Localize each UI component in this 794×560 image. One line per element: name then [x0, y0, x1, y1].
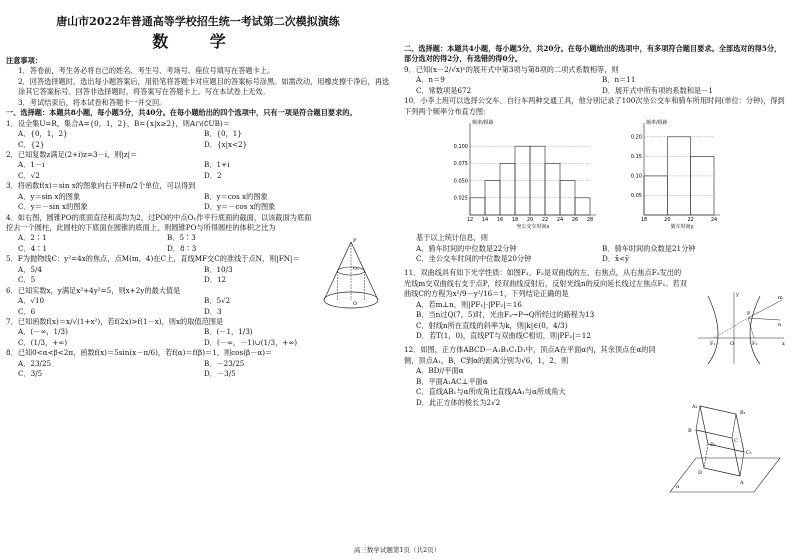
- question-stem: 10．小李上班可以选择公交车、自行车两种交通工具，他分别记录了100次坐公交车和骑车所用时间(单位：分钟)，得到下列两个频率分布直方图：: [404, 96, 785, 116]
- note-item: 1．答卷前，考生务必将自己的姓名、考生号、考场号、座位号填写在答题卡上。: [18, 66, 275, 76]
- histogram-bar: [500, 163, 515, 215]
- svg-text:C: C: [734, 438, 738, 444]
- question-stem: 1．设全集U=R，集合A={0，1，2}，B={x|x≥2}，则A∩(∁UB)＝: [6, 118, 230, 128]
- option: A．1－i: [18, 160, 45, 170]
- note-item: 3．考试结束后，将本试卷和答题卡一并交回。: [18, 97, 167, 107]
- option: B．{0，1}: [204, 129, 242, 139]
- y-tick-label: 0.10: [630, 173, 642, 180]
- histogram-bar: [470, 198, 485, 215]
- svg-text:D₁: D₁: [710, 442, 717, 448]
- option: C．常数项是672: [416, 85, 472, 95]
- question-stem: 11．双曲线具有如下光学性质：如图F₁，F₂是双曲线的左、右焦点，从右焦点F₂发出的光线m交双曲线右支于点P，经双曲线反射后，反射光线n的反向延长线过左焦点F₁。若双曲线C的方程为x²/9－y²/16＝1，下列结论正确的是: [404, 268, 687, 299]
- option: C．坐公交车时间的中位数是20分钟: [416, 253, 532, 263]
- x-tick-label: 24: [556, 217, 564, 224]
- option: A．若m⊥n，则|PF₁|·|PF₂|＝16: [416, 299, 522, 309]
- option: A．2∶1: [18, 233, 47, 243]
- cone-figure: [318, 236, 384, 314]
- x-tick-label: 26: [571, 217, 579, 224]
- option: D．2: [204, 170, 222, 180]
- question-stem: 9．已知(x－2/√x)ⁿ的展开式中第3项与第8项的二项式系数相等，则: [404, 64, 619, 74]
- x-tick-label: 20: [664, 217, 671, 224]
- option: C．6: [18, 306, 36, 316]
- question-stem: 3．将函数f(x)＝sin x的图象向右平移π/2个单位，可以得到: [6, 181, 196, 191]
- x-tick-label: 12: [466, 217, 474, 224]
- question-10: [404, 96, 788, 264]
- option: D．{x|x<2}: [204, 139, 248, 149]
- bike-time-histogram: [618, 117, 728, 233]
- svg-text:A₁: A₁: [692, 404, 698, 410]
- option: A．5/4: [18, 264, 42, 274]
- question-stem: 7．已知函数f(x)＝x/√(1+x²)，若f(2x)>f(1－x)，则x的取值范围是: [6, 316, 224, 326]
- cube-figure: [666, 402, 784, 498]
- option: A．骑车时间的中位数是22分钟: [416, 243, 517, 253]
- option: B．－23/25: [204, 358, 245, 368]
- option: C．直线AB₁与α所成角比直线AA₁与α所成角大: [416, 387, 566, 397]
- y-axis-label: 频率/组距: [646, 120, 668, 127]
- y-axis-label: 频率/组距: [472, 120, 494, 127]
- option: C．√2: [18, 170, 40, 180]
- option: B．1+i: [204, 160, 230, 170]
- x-tick-label: 14: [481, 217, 489, 224]
- exam-title: 唐山市2022年普通高等学校招生统一考试第二次模拟演练: [56, 15, 340, 28]
- option: D．若T(1，0)，直线PT与双曲线C相切，则|PF₂|＝12: [416, 331, 591, 340]
- histogram-bar: [545, 163, 560, 215]
- option: B．平面A₁AC⊥平面α: [416, 376, 488, 386]
- question-stem: 6．已知实数x，y满足x²+4y²=5，则x+2y的最大值是: [6, 285, 181, 295]
- svg-text:x: x: [782, 341, 785, 347]
- histograms: [404, 117, 788, 233]
- hyperbola-figure: [694, 290, 788, 368]
- question-stem: 2．已知复数z满足(2+i)z=3－i，则|z|＝: [6, 149, 138, 159]
- option: C．3/5: [18, 369, 43, 379]
- svg-text:n: n: [778, 322, 782, 328]
- x-axis-label: 骑车时间y: [670, 224, 694, 231]
- y-tick-label: 0.05: [630, 193, 642, 200]
- option: A．y＝sin x的图象: [18, 191, 81, 201]
- x-tick-label: 22: [687, 217, 694, 224]
- option: B．y＝cos x的图象: [204, 191, 268, 201]
- option: A．√10: [18, 296, 45, 306]
- histogram-bar: [691, 156, 714, 215]
- option: D．－3/5: [204, 369, 236, 379]
- option: B．5√2: [204, 296, 231, 306]
- option: D．3: [204, 306, 222, 316]
- svg-text:B₁: B₁: [740, 410, 746, 416]
- section2-heading: 二、选择题：本题共4小题，每小题5分，共20分。在每小题给出的选项中，有多项符合题目要求。全部选对的得5分，部分选对的得2分，有选错的得0分。: [404, 44, 782, 64]
- y-tick-label: 0.100: [453, 143, 468, 150]
- question-stem: 8．已知0<α<β<2π，函数f(x)＝5sin(x－π/6)，若f(α)＝f(β)＝1，则cos(β－α)＝: [6, 348, 273, 358]
- question-8: [6, 348, 390, 379]
- svg-text:α: α: [676, 484, 680, 490]
- y-tick-label: 0.20: [630, 134, 642, 141]
- x-tick-label: 22: [541, 217, 549, 224]
- option: B．n＝11: [602, 75, 636, 85]
- option: A．23/25: [18, 358, 52, 368]
- svg-text:F₁: F₁: [710, 341, 716, 347]
- question-1: [6, 119, 390, 150]
- option: D．x̄<ȳ: [602, 253, 630, 263]
- svg-text:m: m: [778, 295, 783, 301]
- option: B．骑车时间的众数是21分钟: [602, 243, 696, 253]
- cone-label: P: [353, 238, 357, 244]
- cone-label: O: [353, 301, 358, 307]
- x-tick-label: 20: [526, 217, 534, 224]
- option: B．5∶3: [167, 233, 196, 243]
- question-stem: 4．如右图，圆锥PO的底面直径和高均为2，过PO的中点O₁作平行底面的截面，以该截面为底面挖去一个圆柱，此圆柱的下底面在圆锥的底面上，则圆锥PO与所得圆柱的体积之比为: [6, 212, 312, 232]
- option: D．12: [204, 275, 227, 285]
- notes-heading: 注意事项：: [6, 56, 42, 65]
- bus-time-histogram: [444, 117, 604, 233]
- option: D．8∶3: [167, 243, 197, 253]
- svg-text:D: D: [698, 470, 703, 476]
- option: D．y＝－cos x的图象: [204, 202, 276, 212]
- option: C．5: [18, 275, 36, 285]
- option: D．此正方体的棱长为2√2: [416, 397, 501, 407]
- question-9: [404, 65, 788, 96]
- option: C．{2}: [18, 139, 45, 149]
- option: B．10/3: [204, 264, 233, 274]
- option: D．展开式中所有项的系数和是－1: [602, 85, 713, 95]
- histogram-bar: [575, 198, 590, 215]
- option: C．4∶1: [18, 243, 48, 253]
- svg-text:B: B: [688, 428, 692, 434]
- option: D．(－∞，－1)∪(1/3，+∞): [204, 337, 298, 347]
- svg-text:O: O: [730, 341, 735, 347]
- svg-text:y: y: [736, 292, 739, 298]
- y-tick-label: 0.050: [453, 178, 468, 185]
- question-2: [6, 150, 390, 181]
- x-axis-label: 坐公交车时间x: [516, 224, 550, 231]
- x-tick-label: 24: [710, 217, 718, 224]
- svg-text:A: A: [740, 480, 744, 486]
- option: A．(－∞，1/3): [18, 327, 68, 337]
- question-stem: 12．如图，正方体ABCD－A₁B₁C₁D₁中，顶点A在平面α内，其余顶点在α的同侧，顶点A₁，B，C到α的距离分别为√6，1，2，则: [404, 345, 656, 365]
- option: B．(－1，1/3): [204, 327, 253, 337]
- svg-text:C₁: C₁: [746, 450, 752, 456]
- subject-title: 数 学: [152, 32, 244, 51]
- option: C．(1/3，+∞): [18, 337, 68, 347]
- option: C．y＝－sin x的图象: [18, 202, 88, 212]
- option: A．{0，1，2}: [18, 129, 68, 139]
- option: A．BD//平面α: [416, 366, 464, 376]
- y-tick-label: 0.075: [453, 161, 468, 168]
- notes-block: [6, 56, 390, 380]
- option: A．n＝9: [416, 75, 445, 85]
- svg-text:P: P: [747, 311, 751, 317]
- x-tick-label: 16: [496, 217, 504, 224]
- option: B．当n过Q(7，5)时，光由F₂→P→Q所经过的路程为13: [416, 310, 595, 320]
- question-stem: 5．F为抛物线C：y²=4x的焦点，点M(m，4)在C上，直线MF交C的准线于点N，则|FN|＝: [6, 254, 300, 264]
- question-3: [6, 181, 390, 212]
- y-tick-label: 0.15: [630, 154, 642, 161]
- svg-text:F₂: F₂: [752, 341, 758, 347]
- question-after: 基于以上统计信息，则: [416, 233, 488, 243]
- y-tick-label: 0.025: [453, 195, 468, 202]
- x-tick-label: 18: [640, 217, 648, 224]
- x-tick-label: 28: [586, 217, 594, 224]
- question-7: [6, 317, 390, 348]
- option: C．射线n所在直线的斜率为k，则|k|∈(0，4/3): [416, 320, 568, 330]
- cone-label: O₁: [353, 266, 360, 272]
- section1-heading: 一、选择题：本题共8小题，每小题5分，共40分。在每小题给出的四个选项中，只有一项是符合题目要求的。: [6, 108, 357, 118]
- page-footer: 高三数学试题第1页（共2页）: [353, 546, 441, 554]
- note-item: 2．回答选择题时，选出每小题答案后，用铅笔将答题卡对应题目的答案标号涂黑。如需改动，用橡皮擦干净后，再选涂其它答案标号。回答非选择题时，将答案写在答题卡上。写在本试卷上无效。: [18, 76, 390, 97]
- x-tick-label: 18: [511, 217, 519, 224]
